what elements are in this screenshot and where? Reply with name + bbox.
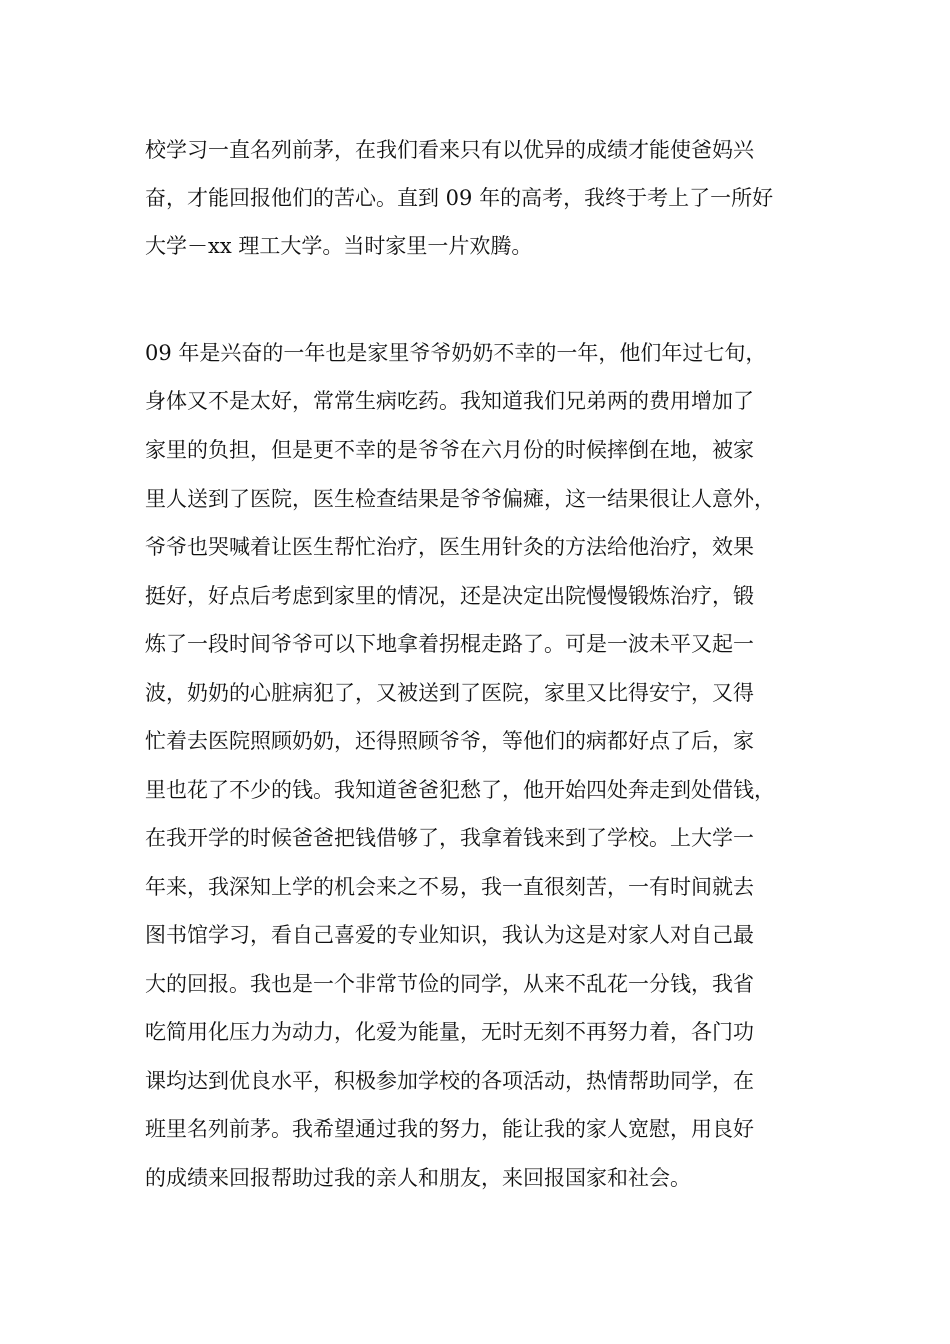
text-line: 校学习一直名列前茅，在我们看来只有以优异的成绩才能使爸妈兴 xyxy=(145,138,754,162)
text-line: 大学－xx 理工大学。当时家里一片欢腾。 xyxy=(145,234,533,258)
text-line: 忙着去医院照顾奶奶，还得照顾爷爷，等他们的病都好点了后，家 xyxy=(145,729,754,753)
text-line: 爷爷也哭喊着让医生帮忙治疗，医生用针灸的方法给他治疗，效果 xyxy=(145,535,754,559)
text-line: 炼了一段时间爷爷可以下地拿着拐棍走路了。可是一波未平又起一 xyxy=(145,632,754,656)
text-line: 课均达到优良水平，积极参加学校的各项活动，热情帮助同学，在 xyxy=(145,1069,754,1093)
text-line: 在我开学的时候爸爸把钱借够了，我拿着钱来到了学校。上大学一 xyxy=(145,826,754,850)
text-line: 大的回报。我也是一个非常节俭的同学，从来不乱花一分钱，我省 xyxy=(145,972,754,996)
text-line: 班里名列前茅。我希望通过我的努力，能让我的家人宽慰，用良好 xyxy=(145,1117,754,1141)
text-line: 图书馆学习，看自己喜爱的专业知识，我认为这是对家人对自己最 xyxy=(145,923,754,947)
text-line: 波，奶奶的心脏病犯了，又被送到了医院，家里又比得安宁，又得 xyxy=(145,681,754,705)
text-line: 家里的负担，但是更不幸的是爷爷在六月份的时候摔倒在地，被家 xyxy=(145,438,754,462)
text-line: 吃简用化压力为动力，化爱为能量，无时无刻不再努力着，各门功 xyxy=(145,1020,754,1044)
text-line: 里人送到了医院，医生检查结果是爷爷偏瘫，这一结果很让人意外， xyxy=(145,487,775,511)
text-line: 年来，我深知上学的机会来之不易，我一直很刻苦，一有时间就去 xyxy=(145,875,754,899)
text-line: 挺好，好点后考虑到家里的情况，还是决定出院慢慢锻炼治疗，锻 xyxy=(145,584,754,608)
text-line: 09 年是兴奋的一年也是家里爷爷奶奶不幸的一年，他们年过七旬， xyxy=(145,341,767,365)
text-line: 奋，才能回报他们的苦心。直到 09 年的高考，我终于考上了一所好 xyxy=(145,186,774,210)
text-line: 里也花了不少的钱。我知道爸爸犯愁了，他开始四处奔走到处借钱， xyxy=(145,778,775,802)
text-line: 的成绩来回报帮助过我的亲人和朋友，来回报国家和社会。 xyxy=(145,1166,691,1190)
text-line: 身体又不是太好，常常生病吃药。我知道我们兄弟两的费用增加了 xyxy=(145,389,754,413)
